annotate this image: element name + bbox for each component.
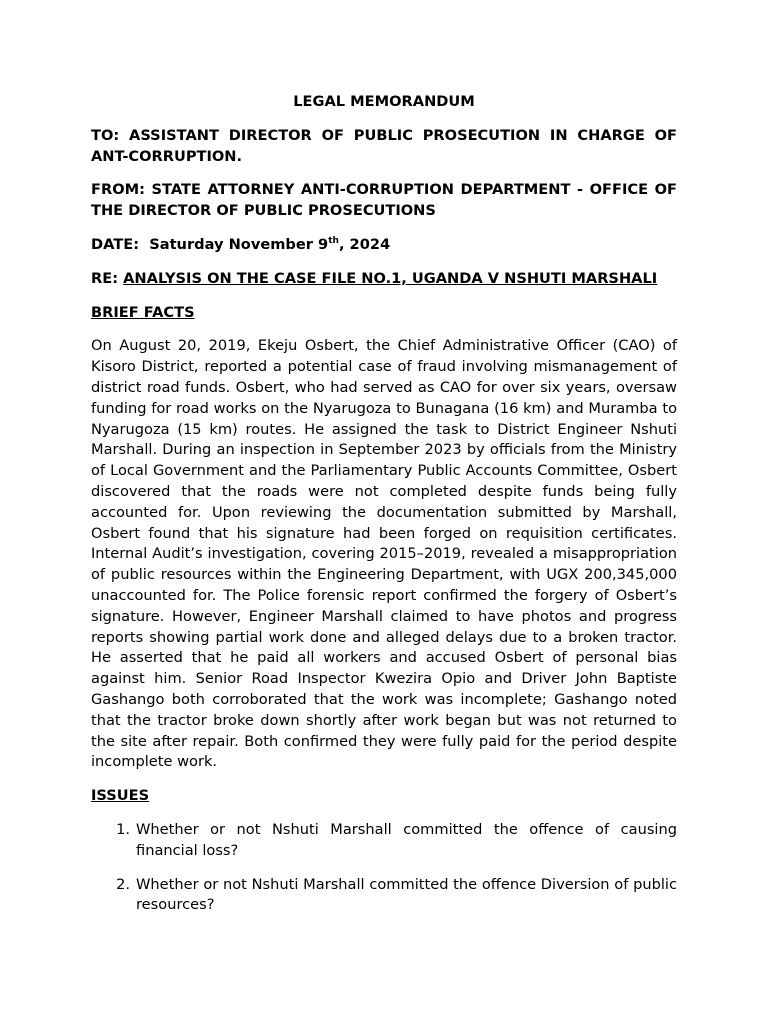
re-field: [91, 269, 677, 290]
date-suffix: th: [328, 235, 339, 246]
date-main: Saturday November 9: [149, 235, 329, 253]
from-value: STATE ATTORNEY ANTI-CORRUPTION DEPARTMENT - OFFICE OF THE DIRECTOR OF PUBLIC PROSECUTIONS: [91, 181, 677, 220]
issue-number: 2.: [116, 875, 130, 893]
to-label: TO:: [91, 126, 120, 144]
date-year: , 2024: [338, 235, 391, 253]
issue-text: Whether or not Nshuti Marshall committed the offence Diversion of public resources?: [136, 875, 677, 914]
memo-title: LEGAL MEMORANDUM: [293, 93, 475, 110]
issue-number: 1.: [116, 820, 130, 838]
re-subject: ANALYSIS ON THE CASE FILE NO.1, UGANDA V NSHUTI MARSHALI: [123, 269, 658, 287]
to-value: ASSISTANT DIRECTOR OF PUBLIC PROSECUTION IN CHARGE OF ANT-CORRUPTION.: [91, 126, 677, 165]
list-item: [91, 820, 677, 862]
list-item: [91, 875, 677, 917]
to-field: [91, 126, 677, 168]
brief-facts-heading: BRIEF FACTS: [91, 303, 195, 321]
issues-heading: ISSUES: [91, 787, 150, 805]
from-label: FROM:: [91, 181, 145, 199]
date-label: DATE:: [91, 235, 140, 253]
issue-text: Whether or not Nshuti Marshall committed the offence of causing financial loss?: [136, 820, 677, 859]
from-field: [91, 180, 677, 222]
re-label: RE:: [91, 269, 119, 287]
date-field: [91, 235, 677, 256]
issues-list: [91, 820, 677, 916]
brief-facts-paragraph: On August 20, 2019, Ekeju Osbert, the Chief Administrative Officer (CAO) of Kisoro District, reported a potential case of fraud involving mismanagement of district road funds. Osbert, who had served as CAO for over six years, oversaw funding for road works on the Nyarugoza to Bunagana (16 km) and Muramba to Nyarugoza (15 km) routes. He assigned the task to District Engineer Nshuti Marshall. During an inspection in September 2023 by officials from the Ministry of Local Government and the Parliamentary Public Accounts Committee, Osbert discovered that the roads were not completed despite funds being fully accounted for. Upon reviewing the documentation submitted by Marshall, Osbert found that his signature had been forged on requisition certificates. Internal Audit’s investigation, covering 2015–2019, revealed a misappropriation of public resources within the Engineering Department, with UGX 200,345,000 unaccounted for. The Police forensic report confirmed the forgery of Osbert’s signature. However, Engineer Marshall claimed to have photos and progress reports showing partial work done and alleged delays due to a broken tractor. He asserted that he paid all workers and accused Osbert of personal bias against him. Senior Road Inspector Kwezira Opio and Driver John Baptiste Gashango both corroborated that the work was incomplete; Gashango noted that the tractor broke down shortly after work began but was not returned to the site after repair. Both confirmed they were fully paid for the period despite incomplete work.: [91, 337, 677, 771]
